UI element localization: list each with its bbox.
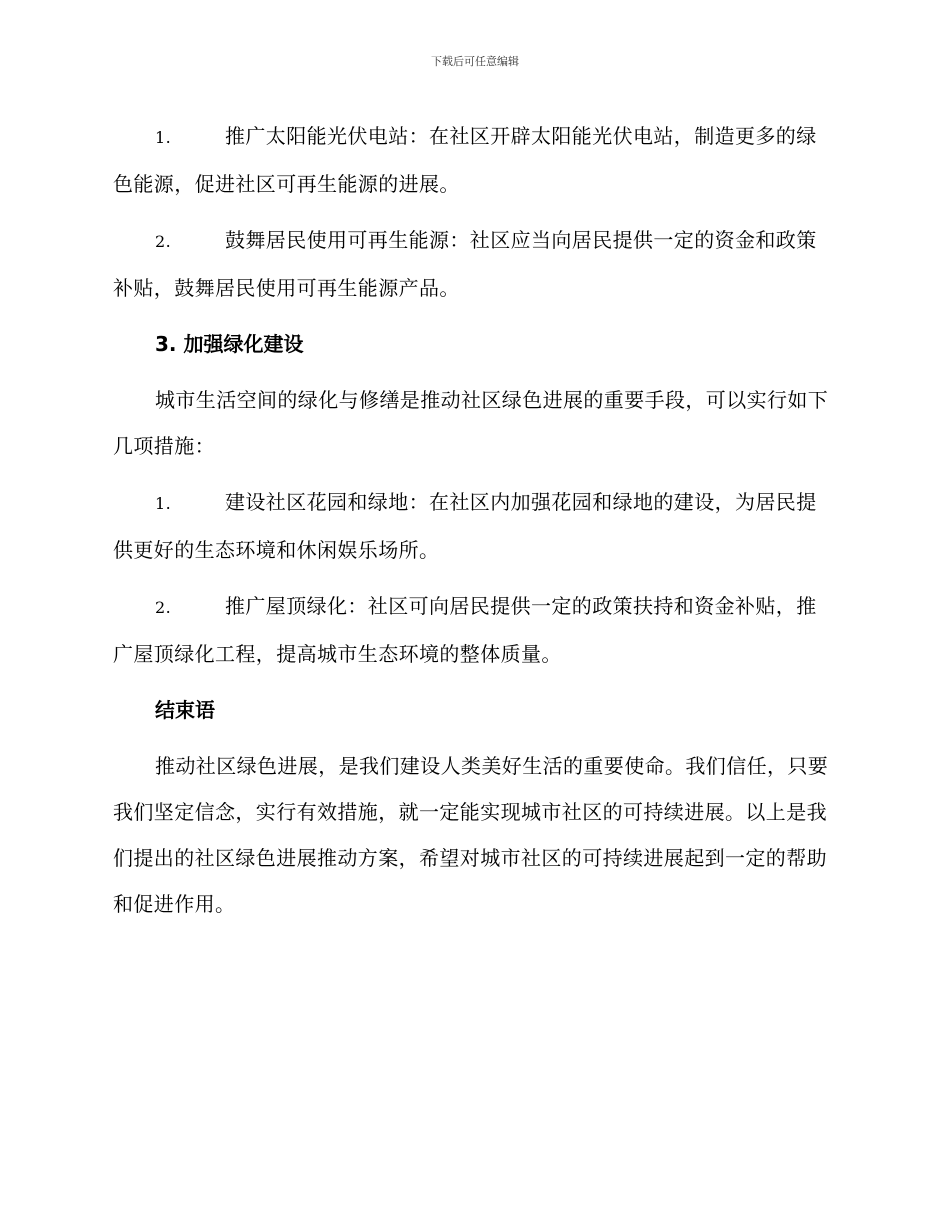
list-item — [113, 217, 833, 311]
list-number: 1. — [155, 128, 172, 147]
section-intro-paragraph: 城市生活空间的绿化与修缮是推动社区绿色进展的重要手段，可以实行如下几项措施： — [113, 388, 829, 458]
list-item — [113, 113, 833, 207]
list-number: 2. — [155, 598, 172, 617]
list-number: 2. — [155, 232, 172, 251]
list-item-text: 推广屋顶绿化：社区可向居民提供一定的政策扶持和资金补贴，推广屋顶绿化工程，提高城市生态环境的整体质量。 — [113, 594, 817, 666]
conclusion-paragraph: 推动社区绿色进展，是我们建设人类美好生活的重要使命。我们信任，只要我们坚定信念，实行有效措施，就一定能实现城市社区的可持续进展。以上是我们提出的社区绿色进展推动方案，希望对城市社区的可持续进展起到一定的帮助和促进作用。 — [113, 754, 829, 916]
conclusion-heading: 结束语 — [155, 698, 215, 722]
list-item — [113, 479, 833, 573]
document-body — [113, 113, 833, 937]
list-number: 1. — [155, 494, 172, 513]
page-header: 下载后可任意编辑 — [431, 55, 519, 68]
list-item-text: 建设社区花园和绿地：在社区内加强花园和绿地的建设，为居民提供更好的生态环境和休闲娱乐场所。 — [113, 490, 817, 562]
list-item — [113, 583, 833, 677]
list-item-text: 鼓舞居民使用可再生能源：社区应当向居民提供一定的资金和政策补贴，鼓舞居民使用可再生能源产品。 — [113, 228, 817, 300]
section-heading-greening: 3. 加强绿化建设 — [155, 332, 304, 356]
list-item-text: 推广太阳能光伏电站：在社区开辟太阳能光伏电站，制造更多的绿色能源，促进社区可再生能源的进展。 — [113, 124, 817, 196]
